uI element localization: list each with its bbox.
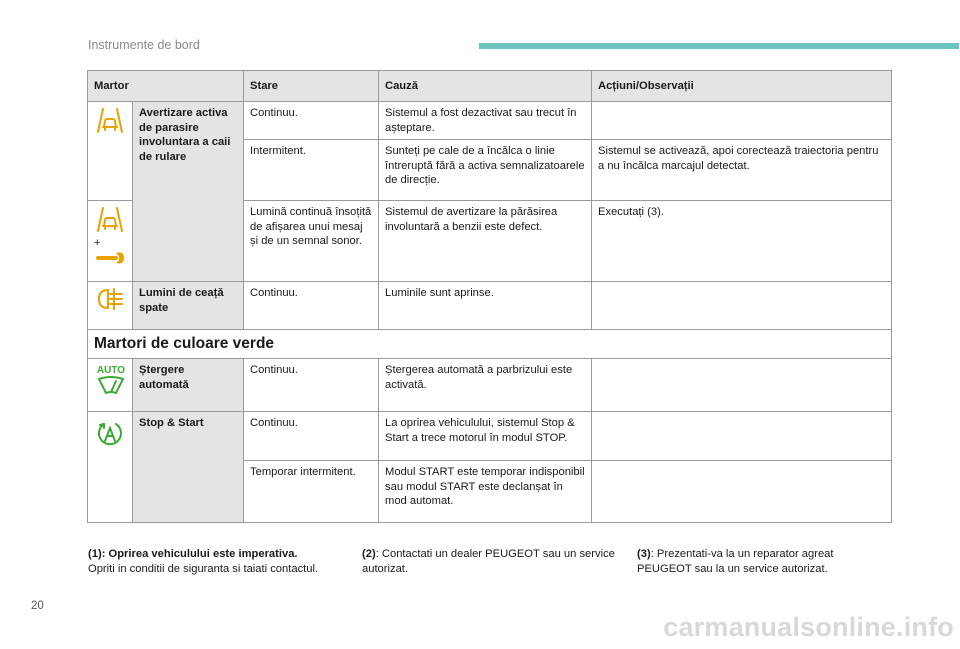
wrench-icon xyxy=(94,251,126,265)
rear-fog-icon xyxy=(95,286,125,312)
cauza-cell: Modul START este temporar indisponibil sau modul START este declanșat în mod automat. xyxy=(379,461,592,523)
footnote-ref: (2) xyxy=(362,548,376,560)
section-row xyxy=(88,330,892,359)
stare-cell: Temporar intermitent. xyxy=(244,461,379,523)
page-number: 20 xyxy=(31,600,44,612)
page-header-title: Instrumente de bord xyxy=(88,38,200,52)
actiuni-cell xyxy=(592,412,892,461)
stop-start-icon-cell xyxy=(88,412,133,523)
lane-departure-icon xyxy=(95,106,125,136)
auto-wiper-icon xyxy=(94,363,128,397)
cauza-cell: Sunteți pe cale de a încălca o linie întreruptă fără a activa semnalizatoarele de direcție. xyxy=(379,140,592,201)
footnote-bold-text: : Oprirea vehiculului este imperativa. xyxy=(101,548,298,560)
table-header-row xyxy=(88,71,892,102)
column-header-cauza: Cauză xyxy=(379,71,592,102)
column-header-actiuni: Acțiuni/Observații xyxy=(592,71,892,102)
auto-wiper-icon-cell xyxy=(88,359,133,412)
footnote-ref: (3) xyxy=(637,548,651,560)
header-accent-bar xyxy=(479,43,959,49)
footnote-text: Opriti in conditii de siguranta si taiati contactul. xyxy=(88,563,319,576)
stare-cell: Intermitent. xyxy=(244,140,379,201)
table-row xyxy=(88,412,892,461)
warning-name: Lumini de ceață spate xyxy=(133,282,244,330)
footnote-1 xyxy=(88,547,353,577)
auto-label: AUTO xyxy=(96,365,126,377)
actiuni-cell xyxy=(592,102,892,140)
lane-departure-icon-cell xyxy=(88,102,133,201)
stare-cell: Continuu. xyxy=(244,412,379,461)
rear-fog-icon-cell xyxy=(88,282,133,330)
plus-sign: + xyxy=(94,237,101,250)
footnote-ref: (1) xyxy=(88,548,102,560)
actiuni-cell xyxy=(592,461,892,523)
column-header-stare: Stare xyxy=(244,71,379,102)
table-row xyxy=(88,359,892,412)
section-title-green: Martori de culoare verde xyxy=(88,330,892,359)
actiuni-cell xyxy=(592,282,892,330)
lane-departure-icon xyxy=(95,205,125,235)
warning-lights-table xyxy=(87,70,892,523)
stop-start-icon xyxy=(95,420,125,448)
stare-cell: Continuu. xyxy=(244,282,379,330)
cauza-cell: Luminile sunt aprinse. xyxy=(379,282,592,330)
footnote-text: : Prezentati-va la un reparator agreat PEUGEOT sau la un service autorizat. xyxy=(637,548,834,576)
cauza-cell: Sistemul de avertizare la părăsirea involuntară a benzii este defect. xyxy=(379,201,592,282)
table-row xyxy=(88,102,892,140)
stare-cell: Continuu. xyxy=(244,102,379,140)
warning-name: Ștergere automată xyxy=(133,359,244,412)
actiuni-cell: Executați (3). xyxy=(592,201,892,282)
cauza-cell: Ștergerea automată a parbrizului este activată. xyxy=(379,359,592,412)
cauza-cell: Sistemul a fost dezactivat sau trecut în așteptare. xyxy=(379,102,592,140)
warning-name: Stop & Start xyxy=(133,412,244,523)
footnote-text: : Contactati un dealer PEUGEOT sau un service autorizat. xyxy=(362,548,615,576)
lane-departure-fault-icon-cell xyxy=(88,201,133,282)
stare-cell: Lumină continuă însoțită de afișarea unui mesaj și de un semnal sonor. xyxy=(244,201,379,282)
table-row xyxy=(88,282,892,330)
column-header-martor: Martor xyxy=(88,71,244,102)
actiuni-cell: Sistemul se activează, apoi corectează traiectoria pentru a nu încălca marcajul detectat. xyxy=(592,140,892,201)
cauza-cell: La oprirea vehiculului, sistemul Stop & Start a trece motorul în modul STOP. xyxy=(379,412,592,461)
stare-cell: Continuu. xyxy=(244,359,379,412)
warning-name: Avertizare activa de parasire involuntara a caii de rulare xyxy=(133,102,244,282)
watermark[interactable]: carmanualsonline.info xyxy=(663,612,954,642)
footnote-3 xyxy=(637,547,891,577)
footnote-2 xyxy=(362,547,630,577)
actiuni-cell xyxy=(592,359,892,412)
